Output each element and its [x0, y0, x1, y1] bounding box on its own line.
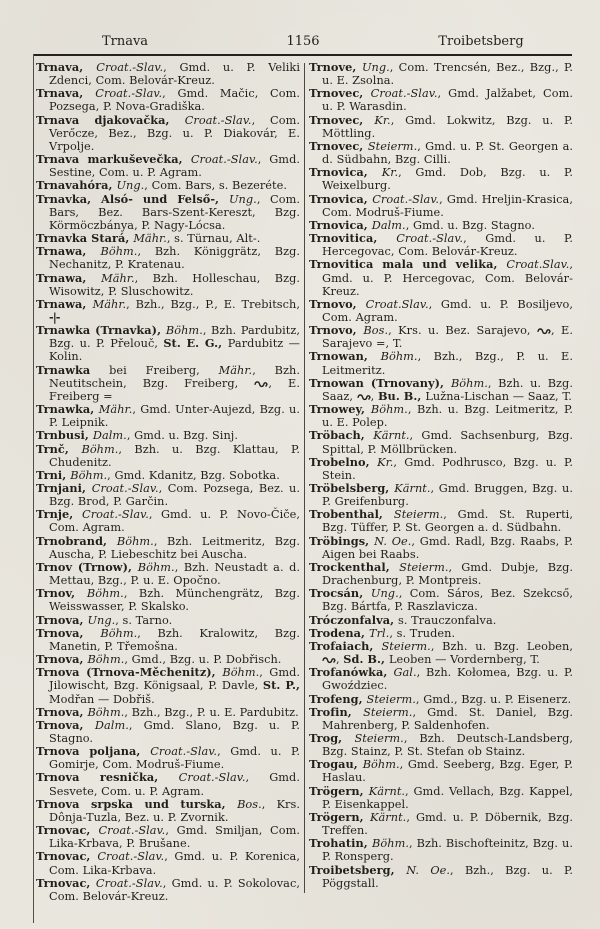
gazetteer-entry — [309, 732, 573, 758]
region-abbr: Böhm. — [87, 705, 125, 719]
entry-name: Trnova, — [36, 625, 101, 640]
region-abbr: Kr. — [381, 166, 399, 180]
gazetteer-entry — [36, 443, 300, 469]
entry-name: Trögern, — [309, 809, 371, 824]
entry-text: , Gmd. u. P. Novo-Čiče, Com. Agram. — [49, 508, 300, 535]
entry-name: Trnove, — [309, 60, 362, 74]
entry-name: Trnowey, — [309, 402, 371, 417]
entry-text: , — [370, 389, 378, 403]
gazetteer-entry — [36, 666, 300, 705]
gazetteer-entry — [36, 877, 300, 903]
region-abbr: Croat.-Slav. — [370, 87, 438, 101]
entry-name: Trnava, — [36, 60, 97, 74]
gazetteer-entry — [36, 114, 300, 153]
region-abbr: Böhm. — [137, 560, 175, 574]
region-abbr: Croat.-Slav. — [97, 850, 165, 864]
entry-name: Trnovo, — [309, 323, 364, 338]
region-abbr: Croat.-Slav. — [396, 232, 464, 246]
entry-name: Trofaiach, — [309, 638, 382, 653]
gazetteer-entry — [36, 587, 300, 613]
gazetteer-entry — [309, 640, 573, 666]
entry-text: , Bzh., Bzg. u. P. Pöggstall. — [322, 863, 573, 890]
entry-text: , Bzh. Kralowitz, Bzg. Manetin, P. Třemošna. — [49, 626, 301, 653]
entry-name: Trnovec, — [309, 86, 371, 101]
entry-name: Trogau, — [309, 757, 363, 772]
region-abbr: Bos. — [363, 324, 389, 338]
entry-text: , Gmd. Kdanitz, Bzg. Sobotka. — [107, 468, 280, 482]
gazetteer-entry — [36, 745, 300, 771]
entry-text: , Bzh., Bzg., P. u. E. Pardubitz. — [124, 705, 299, 719]
entry-text: , Bzh. Neustadt a. d. Mettau, Bzg., P. u. E. Opočno. — [49, 560, 300, 588]
gazetteer-entry — [36, 364, 300, 403]
entry-name: Trnovica, — [309, 165, 382, 180]
entry-name: Trnova, — [36, 704, 88, 719]
entry-name: Trnova resnička, — [36, 770, 179, 785]
text-columns — [36, 61, 574, 903]
entry-text: , Bzh., Bzg., P. u. E. Leitmeritz. — [322, 350, 573, 377]
gazetteer-entry — [309, 811, 573, 837]
region-abbr: Kr. — [377, 455, 394, 469]
entry-name: Trnje, — [36, 507, 83, 522]
entry-text: , Bzh., Bzg., P., E. Trebitsch, — [126, 297, 300, 311]
entry-text: , Gmd. u. P. Hercegovac, Com. Belovár-Kreuz. — [322, 232, 573, 259]
entry-text: , — [336, 653, 344, 667]
region-abbr: Kr. — [374, 113, 391, 127]
region-abbr: Steierm. — [399, 560, 449, 574]
entry-name: Trnovitica, — [309, 231, 397, 246]
entry-name: St. E. G., — [163, 336, 228, 351]
entry-name: Trnovac, — [36, 875, 96, 890]
gazetteer-entry — [36, 482, 300, 508]
entry-name: Trnovac, — [36, 849, 98, 864]
entry-text: , Gmd. u. P. Gomirje, Com. Modruš-Fiume. — [49, 745, 300, 772]
entry-text: , Krs. u. Bez. Sarajevo, — [388, 324, 537, 338]
entry-text: , Gmd. u. Bzg. Stagno. — [405, 218, 535, 232]
entry-name: Sd. B., — [343, 652, 389, 667]
entry-name: Trnawka (Trnavka), — [36, 323, 166, 338]
entry-name: Trnova, — [36, 612, 88, 627]
region-abbr: Steierm. — [366, 692, 416, 706]
region-abbr: N. Oe. — [374, 534, 412, 548]
gazetteer-entry — [309, 87, 573, 113]
entry-text: , Gmd., Bzg. u. P. Eisenerz. — [415, 692, 572, 706]
entry-text: , Gmd. Unter-Aujezd, Bzg. u. P. Leipnik. — [49, 403, 300, 430]
gazetteer-entry — [309, 706, 573, 732]
entry-text: , Krs. Dônja-Tuzla, Bez. u. P. Zvornik. — [49, 797, 300, 824]
gazetteer-entry — [309, 298, 573, 324]
entry-name: Bu. B., — [377, 388, 426, 403]
region-abbr: Böhm. — [450, 376, 488, 390]
running-head — [36, 0, 570, 49]
entry-text: , Bzh. u. Bzg. Saaz, — [322, 376, 573, 403]
entry-name: Trnovica, — [309, 217, 372, 232]
entry-text: , Bzh. Deutsch-Landsberg, Bzg. Stainz, P. St. Stefan ob Stainz. — [322, 731, 573, 759]
region-abbr: Croat.-Slav. — [150, 745, 218, 759]
entry-text: Pardubitz — Kolin. — [49, 337, 300, 364]
region-abbr: Kärnt. — [373, 429, 410, 443]
gazetteer-entry — [309, 258, 573, 297]
gazetteer-entry — [309, 324, 573, 350]
gazetteer-entry — [309, 61, 573, 87]
region-abbr: Böhm. — [362, 758, 400, 772]
running-head-left: Trnava — [101, 34, 149, 49]
region-abbr: Mähr. — [98, 403, 133, 417]
entry-name: Tröbach, — [309, 428, 374, 443]
entry-name: Trnjani, — [36, 481, 92, 495]
entry-text: , Gmd. Radl, Bzg. Raabs, P. Aigen bei Raabs. — [322, 534, 573, 561]
entry-text: , Bzh. Pardubitz, Bzg. u. P. Přelouč, — [49, 324, 300, 351]
entry-name: Trnovec, — [309, 138, 368, 153]
gazetteer-entry — [309, 193, 573, 219]
gazetteer-entry — [36, 245, 300, 271]
region-abbr: Dalm. — [94, 718, 129, 732]
entry-text: , Gmd. u. P. Bosiljevo, Com. Agram. — [322, 297, 573, 324]
gazetteer-entry — [36, 508, 300, 534]
region-abbr: Böhm. — [100, 245, 138, 259]
region-abbr: Steierm. — [381, 639, 431, 653]
entry-text: , Com. Bars, Bez. Bars-Szent-Kereszt, Bzg. Körmöczbánya, P. Nagy-Lócsa. — [49, 192, 300, 232]
region-abbr: Croat.-Slav. — [190, 153, 258, 167]
entry-text: , Gmd. Mačic, Com. Pozsega, P. Nova-Gradiška. — [49, 87, 300, 114]
gazetteer-entry — [309, 114, 573, 140]
region-abbr: Steierm. — [354, 731, 404, 745]
column-left — [36, 61, 300, 903]
entry-text: , Bzh. Neutitschein, Bzg. Freiberg, — [49, 363, 301, 390]
entry-text: , s. Truden. — [389, 626, 456, 640]
entry-name: Trnavka, Alsó- und Felső-, — [36, 191, 229, 206]
entry-name: Trögern, — [309, 783, 369, 798]
entry-text: , E. Freiberg = — [49, 376, 300, 403]
gazetteer-entry — [36, 850, 300, 876]
region-abbr: Mähr. — [218, 363, 253, 377]
region-abbr: Steierm. — [367, 139, 418, 153]
entry-text: , Gmd. Sestine, Com. u. P. Agram. — [49, 153, 300, 180]
entry-text: , Gmd. u. Bzg. Sinj. — [126, 429, 238, 443]
telegraph-icon: -|- — [49, 309, 60, 324]
gazetteer-entry — [309, 350, 573, 376]
region-abbr: Mähr. — [133, 232, 167, 246]
region-abbr: Ung. — [361, 61, 390, 74]
region-abbr: Kärnt. — [368, 784, 406, 798]
entry-text: , Gmd. Dob, Bzg. u. P. Weixelburg. — [322, 166, 573, 193]
gazetteer-entry — [309, 837, 573, 863]
entry-name: Trnov (Trnow), — [36, 559, 138, 574]
entry-name: Trnawka, — [36, 402, 99, 417]
region-abbr: Croat.-Slav. — [184, 113, 252, 127]
gazetteer-entry — [36, 771, 300, 797]
entry-text: , Gmd. u. P. Veliki Zdenci, Com. Belovár-Kreuz. — [49, 61, 300, 88]
entry-text: , Com. Trencsén, Bez., Bzg., P. u. E. Zsolna. — [322, 61, 573, 88]
entry-name: Trnowan, — [309, 349, 381, 364]
entry-text: , s. Türnau, Alt-. — [166, 232, 261, 246]
region-abbr: Croat.-Slav. — [91, 482, 159, 495]
gazetteer-entry — [309, 535, 573, 561]
entry-text: , Gmd., Bzg. u. P. Dobřisch. — [124, 653, 282, 667]
page-edge-line — [33, 54, 34, 923]
entry-name: Trnavka Stará, — [36, 231, 134, 246]
entry-text: , Bzh. Leitmeritz, Bzg. Auscha, P. Liebeschitz bei Auscha. — [49, 534, 301, 561]
region-abbr: Croat.-Slav. — [178, 771, 246, 785]
entry-name: Trnava djakovačka, — [36, 112, 185, 127]
entry-name: Tröbings, — [309, 533, 375, 548]
entry-name: Trnova poljana, — [36, 744, 151, 759]
entry-text: , Com. Verőcze, Bez., Bzg. u. P. Diakovár, E. Vrpolje. — [49, 113, 301, 153]
entry-text: , Bzh. Münchengrätz, Bzg. Weisswasser, P. Skalsko. — [49, 587, 300, 614]
region-abbr: Ung. — [228, 192, 257, 206]
entry-name: Trnovac, — [36, 823, 99, 838]
gazetteer-entry — [309, 166, 573, 192]
entry-name: Trnawka — [36, 362, 91, 377]
region-abbr: Gal. — [393, 666, 417, 680]
entry-text: , Gmd. Jilowischt, Bzg. Königsaal, P. Davle, — [49, 666, 300, 693]
entry-text: , Com. Bars, s. Bezeréte. — [144, 179, 287, 193]
entry-name: Trnova, — [36, 717, 95, 732]
entry-name: Trnowan (Trnovany), — [309, 375, 451, 390]
entry-name: Trnava markuševečka, — [36, 152, 191, 167]
entry-name: Trnbusi, — [36, 428, 93, 443]
entry-name: Trofeng, — [309, 691, 367, 706]
region-abbr: Böhm. — [100, 626, 138, 640]
gazetteer-entry — [309, 456, 573, 482]
gazetteer-entry — [36, 719, 300, 745]
column-right — [309, 61, 573, 903]
entry-name: Trofin, — [309, 704, 364, 719]
entry-text: , Gmd. St. Ruperti, Bzg. Tüffer, P. St. Georgen a. d. Südbahn. — [322, 508, 573, 535]
entry-text: , Gmd. Slano, Bzg. u. P. Stagno. — [49, 718, 301, 745]
region-abbr: Bos. — [237, 797, 262, 811]
entry-name: Trnova, — [36, 652, 88, 667]
gazetteer-entry — [309, 140, 573, 166]
region-abbr: Böhm. — [86, 587, 124, 601]
entry-text: bei Freiberg, — [90, 363, 219, 377]
entry-name: Trog, — [309, 730, 355, 745]
column-divider — [304, 63, 305, 893]
entry-text: , Gmd. Vellach, Bzg. Kappel, P. Eisenkappel. — [322, 784, 573, 811]
post-horn-icon — [322, 653, 336, 666]
gazetteer-entry — [36, 87, 300, 113]
entry-name: St. P., — [262, 678, 300, 693]
region-abbr: Dalm. — [371, 218, 406, 232]
entry-text: , Gmd. Dubje, Bzg. Drachenburg, P. Montpreis. — [322, 560, 573, 588]
region-abbr: Croat.-Slav. — [95, 876, 163, 890]
entry-text: , Com. Sáros, Bez. Szekcső, Bzg. Bártfa, P. Raszlavicza. — [322, 587, 573, 614]
entry-text: Modřan — Dobřiš. — [49, 692, 155, 706]
entry-name: Trnobrand, — [36, 533, 117, 548]
entry-text: , Bzh. Bischofteinitz, Bzg. u. P. Ronsperg. — [322, 837, 573, 864]
gazetteer-entry — [36, 298, 300, 324]
running-head-right: Troibetsberg — [438, 34, 524, 49]
gazetteer-entry — [36, 193, 300, 232]
entry-text: Lužna-Lischan — Saaz, T. — [425, 389, 572, 403]
region-abbr: Trl. — [369, 626, 390, 640]
entry-name: Trnava, — [36, 86, 96, 101]
region-abbr: Böhm. — [165, 324, 203, 338]
entry-text: , Gmd. Lokwitz, Bzg. u. P. Möttling. — [322, 113, 573, 140]
entry-text: , Gmd. u. P. Hercegovac, Com. Belovár-Kreuz. — [322, 258, 573, 298]
region-abbr: Mähr. — [101, 271, 135, 285]
region-abbr: Croat.-Slav. — [96, 61, 164, 74]
gazetteer-entry — [36, 403, 300, 429]
entry-name: Tróczonfalva, — [309, 612, 399, 627]
entry-text: , Com. Pozsega, Bez. u. Bzg. Brod, P. Garčin. — [49, 482, 301, 509]
gazetteer-entry — [36, 153, 300, 179]
gazetteer-entry — [36, 61, 300, 87]
entry-name: Trocsán, — [309, 586, 371, 601]
entry-text: , Gmd. Sesvete, Com. u. P. Agram. — [49, 771, 300, 798]
region-abbr: Steierm. — [393, 508, 444, 522]
entry-text: , Bzh. Kołomea, Bzg. u. P. Gwoździec. — [322, 666, 574, 693]
region-abbr: Croat.Slav. — [365, 297, 429, 311]
region-abbr: Böhm. — [370, 403, 408, 417]
post-horn-icon — [357, 390, 371, 403]
entry-name: Trnova (Trnova-Měchenitz), — [36, 665, 223, 680]
entry-text: , Gmd. St. Daniel, Bzg. Mahrenberg, P. Saldenhofen. — [322, 705, 574, 732]
entry-name: Trodena, — [309, 625, 370, 640]
header-rule — [34, 54, 572, 56]
entry-name: Tröbelsberg, — [309, 481, 395, 495]
region-abbr: Dalm. — [92, 429, 127, 443]
entry-text: s. Trauczonfalva. — [398, 613, 497, 627]
gazetteer-entry — [309, 758, 573, 784]
entry-name: Trnov, — [36, 586, 87, 601]
gazetteer-entry — [309, 666, 573, 692]
entry-text: , Gmd. Hreljin-Krasica, Com. Modruš-Fiume. — [322, 192, 573, 219]
region-abbr: Croat.-Slav. — [95, 87, 163, 101]
entry-text: , E. Sarajevo =, T. — [322, 324, 573, 351]
region-abbr: Böhm. — [87, 653, 125, 667]
gazetteer-entry — [36, 561, 300, 587]
entry-text: , Gmd. Podhrusco, Bzg. u. P. Stein. — [322, 455, 573, 482]
entry-text: , Gmd. Smiljan, Com. Lika-Krbava, P. Brušane. — [49, 824, 300, 851]
entry-text: , Bzh. Königgrätz, Bzg. Nechanitz, P. Kratenau. — [49, 245, 300, 272]
region-abbr: Kärnt. — [370, 810, 407, 824]
post-horn-icon — [254, 377, 268, 390]
region-abbr: Steierm. — [363, 705, 413, 719]
entry-name: Trnawa, — [36, 296, 93, 311]
entry-text: , Bzh. u. Bzg. Klattau, P. Chudenitz. — [49, 442, 301, 469]
gazetteer-entry — [36, 324, 300, 363]
region-abbr: Ung. — [116, 179, 145, 193]
entry-text: , Bzh. u. Bzg. Leitmeritz, P. u. E. Polep. — [322, 403, 573, 430]
gazetteer-entry — [36, 627, 300, 653]
entry-text: , Gmd. u. P. Korenica, Com. Lika-Krbava. — [49, 850, 300, 877]
entry-name: Trni, — [36, 467, 71, 482]
entry-text: , s. Tarno. — [115, 613, 173, 627]
entry-text: , Gmd. u. P. St. Georgen a. d. Südbahn, Bzg. Cilli. — [322, 139, 573, 167]
entry-name: Trnawa, — [36, 244, 101, 259]
gazetteer-entry — [309, 482, 573, 508]
gazetteer-entry — [309, 561, 573, 587]
gazetteer-entry — [309, 864, 573, 890]
post-horn-icon — [537, 324, 551, 337]
region-abbr: N. Oe. — [406, 863, 451, 877]
entry-name: Trnovitica mala und velika, — [309, 257, 507, 272]
entry-name: Trnova srpska und turska, — [36, 796, 238, 811]
entry-name: Trobenthal, — [309, 507, 394, 522]
entry-name: Trobelno, — [309, 454, 378, 469]
entry-name: Trnč, — [36, 441, 82, 456]
entry-name: Trofanówka, — [309, 665, 394, 680]
gazetteer-entry — [309, 508, 573, 534]
region-abbr: Croat.-Slav. — [98, 824, 166, 838]
gazetteer-entry — [309, 403, 573, 429]
gazetteer-entry — [36, 798, 300, 824]
entry-name: Trohatin, — [309, 836, 373, 851]
entry-text: , Gmd. Sachsenburg, Bzg. Spittal, P. Möllbrücken. — [322, 429, 573, 456]
region-abbr: Kärnt. — [394, 482, 431, 495]
entry-text: , Gmd. Bruggen, Bzg. u. P. Greifenburg. — [322, 482, 573, 509]
region-abbr: Ung. — [87, 613, 116, 627]
entry-text: , Bzh. Holleschau, Bzg. Wisowitz, P. Sluschowitz. — [49, 271, 300, 298]
gazetteer-entry — [309, 232, 573, 258]
region-abbr: Croat.Slav. — [506, 258, 570, 272]
page-number: 1156 — [286, 34, 320, 49]
region-abbr: Mähr. — [92, 297, 127, 311]
gazetteer-entry — [36, 272, 300, 298]
entry-text: , Gmd. Seeberg, Bzg. Eger, P. Haslau. — [322, 758, 573, 785]
entry-name: Trnovec, — [309, 112, 375, 127]
region-abbr: Böhm. — [222, 666, 260, 680]
region-abbr: Böhm. — [116, 534, 154, 548]
entry-name: Trockenthal, — [309, 559, 400, 574]
region-abbr: Böhm. — [81, 442, 119, 456]
region-abbr: Böhm. — [372, 837, 409, 851]
gazetteer-entry — [309, 785, 573, 811]
entry-text: , Gmd. Jalžabet, Com. u. P. Warasdin. — [322, 87, 573, 114]
region-abbr: Ung. — [370, 587, 399, 601]
entry-name: Trnavahóra, — [36, 178, 117, 193]
entry-text: , Gmd. u. P. Sokolovac, Com. Belovár-Kreuz. — [49, 876, 300, 903]
entry-name: Trnovo, — [309, 296, 366, 311]
entry-text: Leoben — Vordernberg, T. — [388, 653, 540, 667]
region-abbr: Böhm. — [70, 468, 108, 482]
entry-text: , Bzh. u. Bzg. Leoben, — [430, 639, 574, 653]
entry-name: Trnawa, — [36, 270, 102, 285]
entry-name: Troibetsberg, — [309, 862, 407, 877]
gazetteer-entry — [309, 587, 573, 613]
gazetteer-entry — [36, 824, 300, 850]
gazetteer-entry — [309, 377, 573, 403]
region-abbr: Böhm. — [380, 350, 418, 364]
gazetteer-entry — [36, 535, 300, 561]
gazetteer-entry — [309, 429, 573, 455]
entry-text: , Gmd. u. P. Döbernik, Bzg. Treffen. — [322, 810, 574, 838]
region-abbr: Croat.-Slav. — [82, 508, 149, 522]
entry-name: Trnovica, — [309, 191, 373, 206]
region-abbr: Croat.-Slav. — [372, 192, 440, 206]
